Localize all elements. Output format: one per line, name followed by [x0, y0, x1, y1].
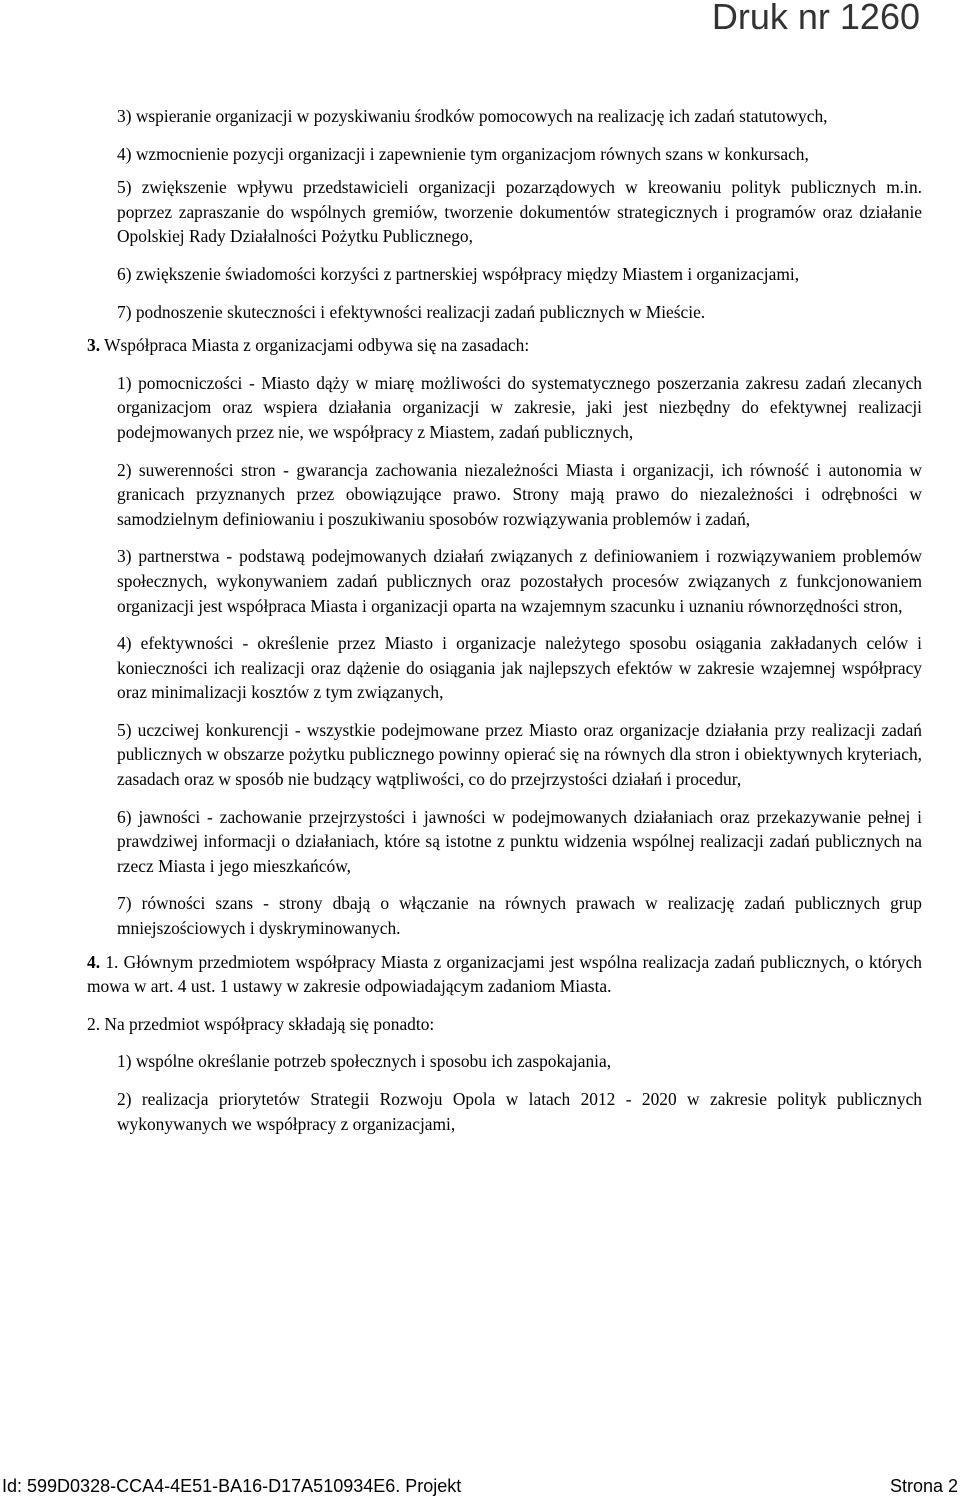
goal-item-7: 7) podnoszenie skuteczności i efektywności realizacji zadań publicznych w Mieście. [117, 301, 706, 322]
goal-item-6: 6) zwiększenie świadomości korzyści z partnerskiej współpracy między Miastem i organizacjami, [117, 263, 800, 284]
document-body [87, 104, 922, 1136]
section-4-number: 4. [87, 951, 101, 972]
document-number-title: Druk nr 1260 [711, 0, 920, 37]
section-3-text: Współpraca Miasta z organizacjami odbywa się na zasadach: [100, 335, 530, 356]
principle-item-5: 5) uczciwej konkurencji - wszystkie podejmowane przez Miasto oraz organizacje działania przy realizacji zadań publicznych w obszarze pożytku publicznego powinny opierać się na równych dla stron i obiektywnych kryteriach, zasadach oraz w sposób nie budzący wątpliwości, co do przejrzystości działań i procedur, [117, 719, 922, 790]
document-id: Id: 599D0328-CCA4-4E51-BA16-D17A510934E6. Projekt [2, 1476, 462, 1496]
section-3-heading [87, 333, 922, 358]
section-4-paragraph-2: 2. Na przedmiot współpracy składają się ponadto: [87, 1013, 435, 1034]
principle-item-1: 1) pomocniczości - Miasto dąży w miarę możliwości do systematycznego poszerzania zakresu zadań zlecanych organizacjom oraz wspiera działania organizacji w zakresie, jaki jest niezbędny do efektywnej realizacji podejmowanych przez nie, we współpracy z Miastem, zadań publicznych, [117, 372, 922, 442]
page-number: Strona 2 [889, 1476, 958, 1496]
principle-item-4: 4) efektywności - określenie przez Miasto i organizacje należytego sposobu osiągania zakładanych celów i konieczności ich realizacji oraz dążenie do osiągania jak najlepszych efektów w zakresie wzajemnej współpracy oraz minimalizacji kosztów z tym związanych, [117, 633, 922, 703]
section-3-number: 3. [87, 335, 101, 356]
subject-item-2: 2) realizacja priorytetów Strategii Rozwoju Opola w latach 2012 - 2020 w zakresie polityk publicznych wykonywanych we współpracy z organizacjami, [117, 1089, 922, 1134]
section-4-paragraph-1 [87, 950, 922, 999]
goal-item-5: 5) zwiększenie wpływu przedstawicieli organizacji pozarządowych w kreowaniu polityk publicznych m.in. poprzez zapraszanie do wspólnych gremiów, tworzenie dokumentów strategicznych i programów oraz działanie Opolskiej Rady Działalności Pożytku Publicznego, [117, 177, 922, 247]
principle-item-7: 7) równości szans - strony dbają o włączanie na równych prawach w realizację zadań publicznych grup mniejszościowych i dyskryminowanych. [117, 893, 922, 939]
section-4-text: 1. Głównym przedmiotem współpracy Miasta z organizacjami jest wspólna realizacja zadań publicznych, o których mowa w art. 4 ust. 1 ustawy w zakresie odpowiadającym zadaniom Miasta. [87, 951, 922, 997]
subject-item-1: 1) wspólne określanie potrzeb społecznych i sposobu ich zaspokajania, [117, 1051, 612, 1072]
principle-item-3: 3) partnerstwa - podstawą podejmowanych działań związanych z definiowaniem i rozwiązywaniem problemów społecznych, wykonywaniem zadań publicznych oraz pozostałych procesów związanych z funkcjonowaniem organizacji jest współpraca Miasta i organizacji oparta na wzajemnym szacunku i uznaniu równorzędności stron, [117, 546, 922, 616]
principle-item-2: 2) suwerenności stron - gwarancja zachowania niezależności Miasta i organizacji, ich równość i autonomia w granicach przyznanych przez obowiązujące prawo. Strony mają prawo do niezależności i odrębności w samodzielnym definiowaniu i poszukiwaniu sposobów rozwiązywania problemów i zadań, [117, 459, 922, 529]
principle-item-6: 6) jawności - zachowanie przejrzystości i jawności w podejmowanych działaniach oraz przekazywanie pełnej i prawdziwej informacji o działaniach, które są istotne z punktu widzenia wspólnej realizacji zadań publicznych na rzecz Miasta i jego mieszkańców, [117, 806, 922, 876]
goal-item-3: 3) wspieranie organizacji w pozyskiwaniu środków pomocowych na realizację ich zadań statutowych, [117, 106, 828, 126]
goal-item-4: 4) wzmocnienie pozycji organizacji i zapewnienie tym organizacjom równych szans w konkursach, [117, 143, 809, 164]
